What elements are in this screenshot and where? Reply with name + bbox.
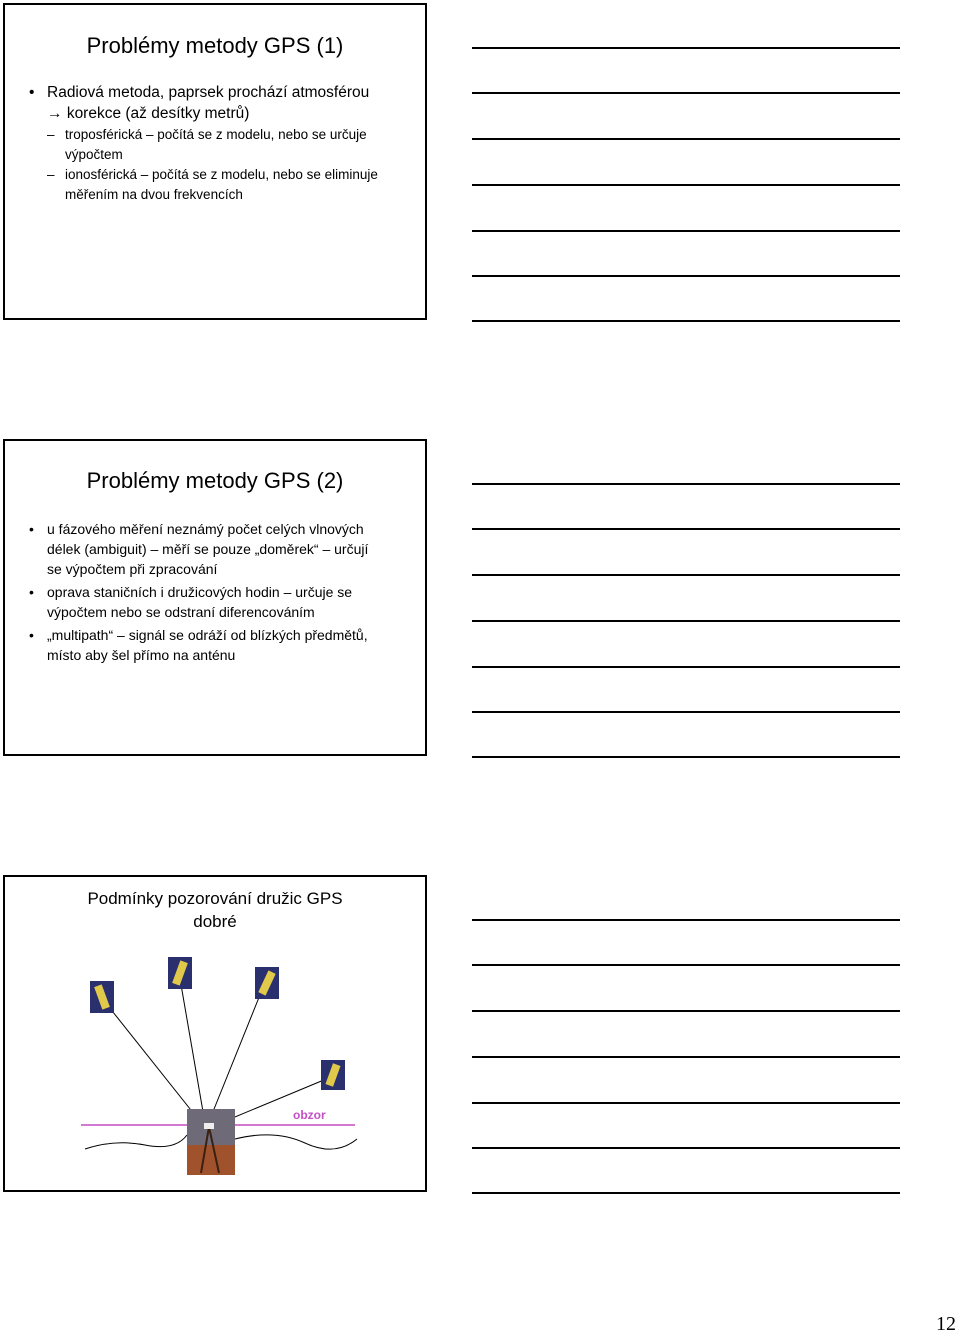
note-line [472,1147,900,1149]
note-line [472,574,900,576]
page-number: 12 [936,1313,956,1335]
satellite-icon [321,1060,345,1090]
note-line [472,528,900,530]
note-line [472,47,900,49]
bullet-item: • Radiová metoda, paprsek prochází atmosférou [27,83,407,103]
bullet-continuation [27,103,407,125]
sub-item: – ionosférická – počítá se z modelu, nebo se eliminuje měřením na dvou frekvencích [27,165,385,205]
note-line [472,184,900,186]
bullet-item: • u fázového měření neznámý počet celých vlnových délek (ambiguit) – měří se pouze „doměrek“ – určují se výpočtem při zpracování [27,519,387,579]
continuation-text: korekce (až desítky metrů) [66,105,250,122]
satellite-diagram [5,877,425,1190]
slide-title: Problémy metody GPS (2) [86,468,344,493]
slide-title-line: Podmínky pozorování družic GPS [87,889,343,908]
sub-item: – troposférická – počítá se z modelu, nebo se určuje výpočtem [27,125,385,165]
satellite-icon [90,981,114,1013]
note-line [472,711,900,713]
slide-title: Problémy metody GPS (1) [86,33,344,58]
note-line [472,919,900,921]
note-line [472,1102,900,1104]
note-line [472,138,900,140]
note-line [472,620,900,622]
note-line [472,92,900,94]
satellite-icon [168,957,192,989]
slide-1 [3,3,427,320]
horizon-label: obzor [293,1108,326,1122]
note-line [472,1010,900,1012]
note-line [472,756,900,758]
note-line [472,275,900,277]
note-line [472,964,900,966]
slide-3 [3,875,427,1192]
bullet-list [27,519,387,668]
slide-2 [3,439,427,756]
arrow-icon: → [47,105,63,122]
note-line [472,230,900,232]
bullet-list [27,83,407,205]
note-line [472,1192,900,1194]
bullet-item: • „multipath“ – signál se odráží od blízkých předmětů, místo aby šel přímo na anténu [27,625,387,665]
note-line [472,320,900,322]
bullet-item: • oprava staničních i družicových hodin – určuje se výpočtem nebo se odstraní diferencováním [27,582,387,622]
note-line [472,483,900,485]
note-line [472,1056,900,1058]
satellite-icon [255,967,279,999]
note-line [472,666,900,668]
slide-title-line: dobré [193,912,237,931]
